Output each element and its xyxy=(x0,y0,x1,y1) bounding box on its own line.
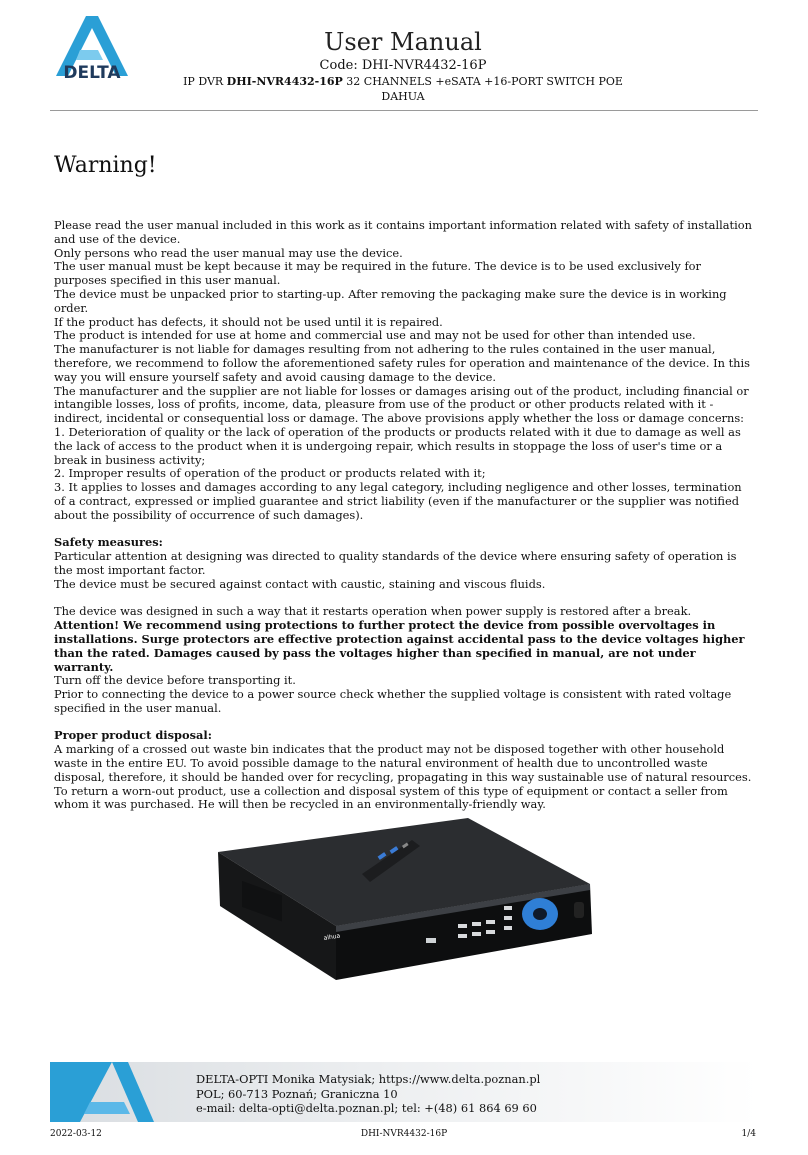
delta-logo xyxy=(50,16,134,96)
document-header xyxy=(160,28,646,104)
document-date: 2022-03-12 xyxy=(50,1129,102,1139)
disposal-heading: Proper product disposal: xyxy=(54,728,212,743)
svg-text:alhua: alhua xyxy=(323,932,341,942)
intro-paragraph: The product is intended for use at home and commercial use and may not be used for other than intended use. xyxy=(54,328,696,343)
intro-paragraph: 3. It applies to losses and damages according to any legal category, including negligence and other losses, termination of a contract, expressed or implied guarantee and strict liability (even if the manufacturer or the supplier was notified about the possibility of occurrence of such damages). xyxy=(54,480,742,522)
product-model: DHI-NVR4432-16P xyxy=(226,75,343,88)
footer-email-phone: e-mail: delta-opti@delta.poznan.pl; tel: +(48) 61 864 69 60 xyxy=(196,1101,537,1115)
safety-paragraph: The device was designed in such a way that it restarts operation when power supply is restored after a break. xyxy=(54,604,692,619)
safety-paragraph: The device must be secured against contact with caustic, staining and viscous fluids. xyxy=(54,576,546,591)
intro-paragraph: 2. Improper results of operation of the product or products related with it; xyxy=(54,466,486,481)
warning-body xyxy=(54,219,754,812)
safety-paragraph: Turn off the device before transporting it. xyxy=(54,673,296,688)
product-name: IP DVR DHI-NVR4432-16P 32 CHANNELS +eSATA +16-PORT SWITCH POE DAHUA xyxy=(183,75,623,103)
product-code: Code: DHI-NVR4432-16P xyxy=(319,58,487,73)
footer-code: DHI-NVR4432-16P xyxy=(360,1129,448,1139)
safety-heading: Safety measures: xyxy=(54,535,163,550)
intro-paragraph: The manufacturer and the supplier are not liable for losses or damages arising out of the product, including financial or intangible losses, loss of profits, income, data, pleasure from use of the product or other products related with it - indirect, incidental or consequential loss or damage. The above provisions apply whether the loss or damage concerns: xyxy=(54,383,749,426)
header-divider xyxy=(50,110,758,111)
intro-paragraph: The user manual must be kept because it may be required in the future. The device is to be used exclusively for purposes specified in this user manual. xyxy=(54,259,701,288)
intro-paragraph: If the product has defects, it should not be used until it is repaired. xyxy=(54,314,443,329)
intro-paragraph: 1. Deterioration of quality or the lack of operation of the products or products related with it due to damage as well as the lack of access to the product when it is undergoing repair, which results in stoppage the loss of user's time or a break in business activity; xyxy=(54,424,741,467)
safety-paragraph: Prior to connecting the device to a power source check whether the supplied voltage is consistent with rated voltage specified in the user manual. xyxy=(54,687,732,715)
footer-address: POL; 60-713 Poznań; Graniczna 10 xyxy=(196,1086,398,1101)
disposal-paragraph: To return a worn-out product, use a collection and disposal system of this type of equipment or contact a seller from whom it was purchased. He will then be recycled in an environmentally-friendly way. xyxy=(54,783,728,812)
intro-paragraph: The device must be unpacked prior to starting-up. After removing the packaging make sure the device is in working order. xyxy=(54,286,727,315)
intro-paragraph: Only persons who read the user manual may use the device. xyxy=(54,245,403,260)
page-number: 1/4 xyxy=(741,1129,756,1139)
intro-paragraph: The manufacturer is not liable for damages resulting from not adhering to the rules contained in the user manual, therefore, we recommend to follow the aforementioned safety rules for operation and maintenance of the device. In this way you will ensure yourself safety and avoid causing damage to the device. xyxy=(54,342,750,384)
page-title: User Manual xyxy=(324,28,482,56)
intro-paragraph: Please read the user manual included in this work as it contains important information related with safety of installation and use of the device. xyxy=(54,218,752,246)
footer-contact xyxy=(196,1072,540,1116)
warning-heading: Warning! xyxy=(54,153,157,178)
safety-paragraph: Particular attention at designing was directed to quality standards of the device where ensuring safety of operation is the most important factor. xyxy=(54,549,737,577)
nvr-product-image xyxy=(212,814,602,990)
surge-warning: Attention! We recommend using protections to further protect the device from possible overvoltages in installations. Surge protectors are effective protection against accidental pass to the device voltages higher than the rated. Damages caused by pass the voltages higher than specified in manual, are not under warranty. xyxy=(54,618,745,674)
footer-logo-graphic xyxy=(50,1062,160,1122)
disposal-paragraph: A marking of a crossed out waste bin indicates that the product may not be disposed together with other household waste in the entire EU. To avoid possible damage to the natural environment of health due to uncontrolled waste disposal, therefore, it should be handed over for recycling, propagating in this way sustainable use of natural resources. xyxy=(54,742,752,784)
footer-company: DELTA-OPTI Monika Matysiak; https://www.delta.poznan.pl xyxy=(196,1072,541,1086)
logo-text: DELTA xyxy=(63,63,121,83)
